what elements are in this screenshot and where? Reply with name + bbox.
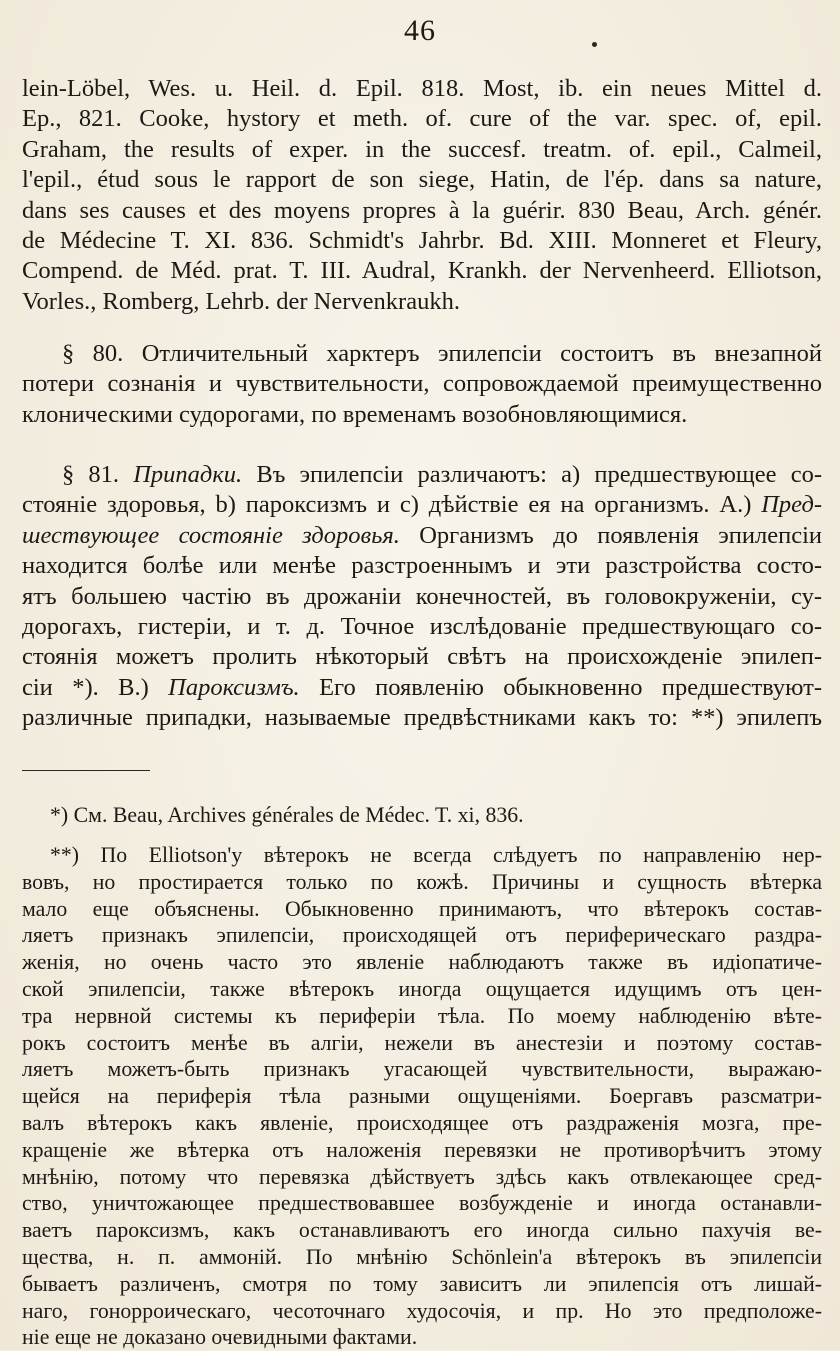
text-run: Его появленію обыкновенно предшествуют- — [299, 673, 822, 701]
subheading-run: Пред- — [761, 491, 822, 519]
text-line: Compend. de Méd. prat. T. III. Audral, Krankh. der Nervenheerd. Elliotson, — [22, 257, 822, 285]
text-line — [22, 490, 822, 520]
text-line: Graham, the results of exper. in the succesf. treatm. of. epil., Calmeil, — [22, 135, 822, 163]
text-line: § 80. Отличительный харктеръ эпилепсіи состоитъ въ внезапной — [62, 340, 822, 367]
text-line: Vorles., Romberg, Lehrb. der Nervenkraukh. — [22, 287, 460, 315]
text-line — [22, 460, 822, 490]
page-number: 46 — [404, 14, 436, 47]
section-80-paragraph — [22, 339, 822, 430]
text-line: тра нервной системы къ периферіи тѣла. По моему наблюденію вѣте- — [22, 1003, 822, 1028]
text-line: ляетъ можетъ-быть признакъ угасающей чувствительности, выражаю- — [22, 1057, 822, 1082]
text-line — [22, 673, 822, 703]
text-line: клоническими судорогами, по временамъ возобновляющимися. — [22, 400, 688, 428]
text-line: *) См. Beau, Archives générales de Médec. T. xi, 836. — [50, 803, 524, 827]
text-line: различные припадки, называемые предвѣстниками какъ то: **) эпилепъ — [22, 704, 822, 732]
text-line: Ep., 821. Cooke, hystory et meth. of. cure of the var. spec. of, epil. — [22, 105, 822, 133]
text-line: мало еще объяснены. Обыкновенно принимаютъ, что вѣтерокъ состав- — [22, 896, 822, 921]
text-line: вовъ, но простирается только по кожѣ. Причины и сущность вѣтерка — [22, 869, 822, 894]
text-line: **) По Elliotson'у вѣтерокъ не всегда слѣдуетъ по направленію нер- — [50, 843, 822, 867]
text-line: валъ вѣтерокъ какъ явленіе, происходящее отъ раздраженія мозга, пре- — [22, 1110, 822, 1135]
section-mark: § 81. — [62, 461, 134, 488]
text-line: дорогахъ, гистеріи, и т. д. Точное изслѣдованіе предшествующаго со- — [22, 613, 822, 641]
text-run: стояніе здоровья, b) пароксизмъ и с) дѣйствіе ея на организмъ. А.) — [22, 491, 762, 519]
text-run: Организмъ до появленія эпилепсіи — [399, 521, 822, 549]
footnote-2 — [22, 842, 822, 1351]
section-81-paragraph — [22, 460, 822, 734]
section-heading: Припадки. — [133, 461, 243, 488]
text-line: ство, уничтожающее предшествовавшее возбужденіе и иногда останавли- — [22, 1191, 822, 1216]
text-run: сіи *). В.) — [22, 673, 169, 701]
text-line — [22, 521, 822, 551]
bibliography-paragraph — [22, 74, 822, 317]
subheading-run: шествующее состояніе здоровья. — [22, 521, 400, 549]
text-line: кращеніе же вѣтерка отъ наложенія перевязки не противорѣчитъ этому — [22, 1137, 822, 1162]
text-line: lein-Löbel, Wes. u. Heil. d. Epil. 818. Most, ib. ein neues Mittel d. — [22, 75, 822, 102]
text-line: щейся на периферія тѣла разными ощущеніями. Боергавъ разсматри- — [22, 1084, 822, 1109]
text-line: наго, гонорроическаго, чесоточнаго худосочія, и пр. Но это предположе- — [22, 1298, 822, 1323]
text-line: находится болѣе или менѣе разстроеннымъ и эти разстройства состо- — [22, 552, 822, 580]
ink-speck — [592, 42, 597, 47]
footnote-1 — [22, 802, 822, 829]
subheading-run: Пароксизмъ. — [168, 673, 300, 701]
text-line: щества, н. п. аммоній. По мнѣнію Schönlein'а вѣтерокъ въ эпилепсіи — [22, 1244, 822, 1269]
text-line: ской эпилепсіи, также вѣтерокъ иногда ощущается идущимъ отъ цен- — [22, 976, 822, 1001]
text-line: l'epil., étud sous le rapport de son siege, Hatin, de l'ép. dans sa nature, — [22, 166, 822, 194]
text-line: потери сознанія и чувствительности, сопровождаемой преимущественно — [22, 370, 822, 398]
text-line: бываетъ различенъ, смотря по тому зависитъ ли эпилепсія отъ лишай- — [22, 1271, 822, 1296]
text-line: ваетъ пароксизмъ, какъ останавливаютъ его иногда сильно пахучія ве- — [22, 1218, 822, 1243]
footnote-separator — [22, 770, 150, 771]
text-line: ляетъ признакъ эпилепсіи, происходящей отъ периферическаго раздра- — [22, 923, 822, 948]
text-line: dans ses causes et des moyens propres à la guérir. 830 Beau, Arch. génér. — [22, 196, 822, 224]
text-line: de Médecine T. XI. 836. Schmidt's Jahrbr. Bd. XIII. Monneret et Fleury, — [22, 227, 822, 255]
text-line: ніе еще не доказано очевидными фактами. — [22, 1325, 418, 1350]
text-line: ятъ большею частію въ дрожаніи конечностей, въ головокруженіи, су- — [22, 582, 822, 610]
text-line: стоянія можетъ пролить нѣкоторый свѣтъ на происхожденіе эпилеп- — [22, 643, 822, 671]
text-run: Въ эпилепсіи различаютъ: а) предшествующее со- — [242, 461, 822, 488]
text-line: женія, но очень часто это явленіе наблюдаютъ также въ идіопатиче- — [22, 950, 822, 975]
text-line: рокъ состоитъ менѣе въ алгіи, нежели въ анестезіи и поэтому состав- — [22, 1030, 822, 1055]
text-line: мнѣнію, потому что перевязка дѣйствуетъ здѣсь какъ отвлекающее сред- — [22, 1164, 822, 1189]
